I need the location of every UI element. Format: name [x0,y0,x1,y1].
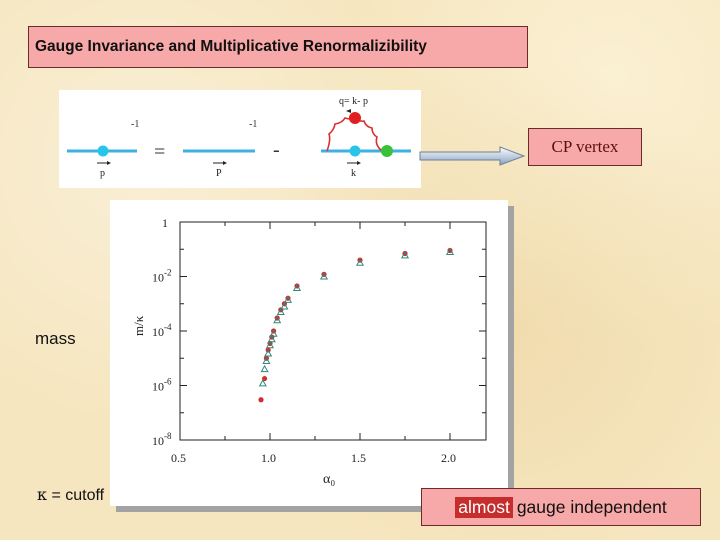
diagram-svg [59,90,421,188]
x-tick-label: 0.5 [171,451,186,465]
momentum-arrowhead-left [107,161,111,165]
photon-vertex-dot-red [349,112,361,124]
q-arrowhead [346,109,351,113]
cp-vertex-dot-green [381,145,393,157]
gauge-independence-box [421,488,701,526]
exponent-left: -1 [131,119,140,130]
y-tick-exponent: -4 [164,322,172,332]
momentum-arrowhead-mid [223,161,227,165]
x-axis-label: α₀ [323,472,336,487]
y-axis-label: m/κ [131,315,146,336]
exponent-right: -1 [249,119,258,130]
y-tick-base: 10 [152,325,164,339]
y-tick-label [152,322,172,339]
pointer-arrow [418,146,528,166]
y-tick-exponent: -6 [164,376,172,387]
y-tick-label [152,377,172,394]
x-tick-label: 1.0 [261,451,276,465]
momentum-label-p-mid: P [216,168,222,179]
dressed-vertex-dot [98,146,109,157]
y-tick-label [152,268,172,285]
equals-sign: = [154,141,166,163]
momentum-label-k: k [351,168,356,179]
cutoff-label [37,485,104,505]
propagator-diagram [59,90,421,188]
highlight-word: almost [455,497,513,518]
momentum-arrowhead-k [357,161,361,165]
footer-text: gauge independent [516,496,667,517]
x-tick-label: 2.0 [441,451,456,465]
q-momentum-label: q= k- p [339,96,368,107]
chart-svg [110,200,508,506]
y-tick-base: 10 [152,434,164,448]
data-point-circle [258,397,263,402]
cp-vertex-label: CP vertex [551,137,619,156]
slide-title: Gauge Invariance and Multiplicative Renormalizibility [35,38,427,55]
y-tick-exponent: -8 [164,431,172,441]
y-tick-label: 1 [162,216,168,230]
cp-vertex-box [528,128,642,166]
kappa-symbol: κ [37,485,47,504]
fermion-vertex-dot-cyan [350,146,361,157]
mass-label: mass [35,329,76,348]
y-tick-base: 10 [152,270,164,285]
x-tick-label: 1.5 [351,451,366,465]
minus-sign: - [273,139,280,161]
y-tick-label [152,431,172,448]
plot-frame [180,222,486,440]
momentum-label-p-left: p [100,168,105,179]
y-tick-base: 10 [152,379,164,394]
slide-title-box [28,26,528,68]
y-tick-exponent: -2 [164,267,172,278]
mass-vs-coupling-plot [110,200,508,506]
cutoff-text: = cutoff [47,487,105,504]
